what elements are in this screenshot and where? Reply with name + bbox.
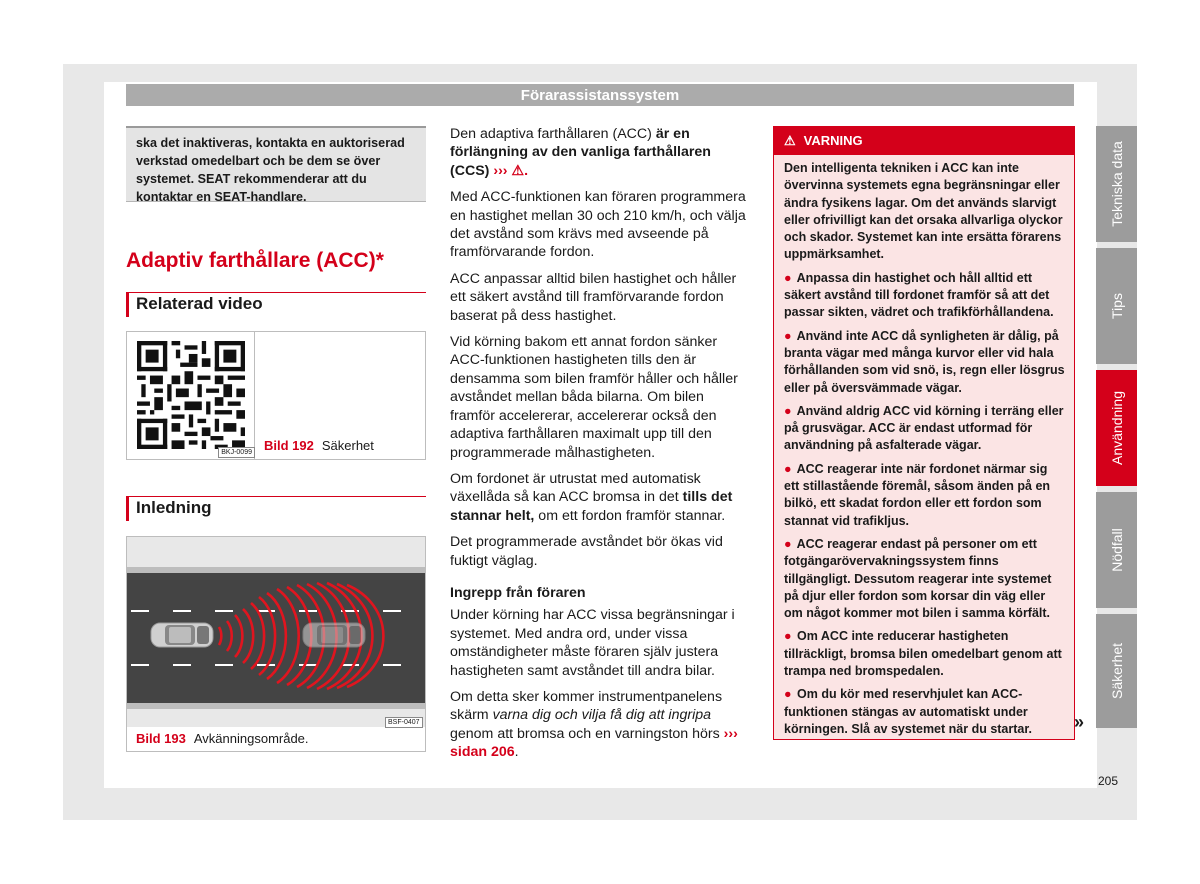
figure-caption bbox=[136, 731, 309, 746]
note-box: ska det inaktiveras, kontakta en auktoriserad verkstad omedelbart och be dem se över systemet. SEAT rekommenderar att du kontaktar en SEAT-handlare. bbox=[126, 126, 426, 202]
paragraph: Under körning har ACC vissa begränsningar i systemet. Med andra ord, under vissa omständigheter måste föraren själv justera hastigheten samt avståndet till andra bilar. bbox=[450, 607, 735, 679]
paragraph bbox=[450, 688, 750, 762]
figure-number: Bild 192 bbox=[264, 438, 314, 453]
warning-item bbox=[784, 403, 1066, 455]
text-run: om ett fordon framför stannar. bbox=[534, 507, 726, 524]
warning-item bbox=[784, 536, 1066, 622]
warning-title: VARNING bbox=[803, 133, 863, 148]
bullet-icon: ● bbox=[784, 328, 792, 343]
warning-item-text: Anpassa din hastighet och håll alltid ett säkert avstånd till fordonet framför så att det passar sikten, vädret och trafikförhållandena. bbox=[784, 270, 1054, 320]
bullet-icon: ● bbox=[784, 403, 792, 418]
warning-header bbox=[774, 127, 1074, 155]
warning-item-text: ACC reagerar endast på personer om ett fotgängarövervakningssystem finns tillgängligt. Dessutom reagerar inte systemet på djur eller fordon som korsar din väg eller om något kommer mot bilen i samma körfält. bbox=[784, 536, 1052, 621]
tab-label: Användning bbox=[1108, 391, 1125, 465]
qr-code-icon[interactable] bbox=[137, 341, 245, 449]
tab-anvandning[interactable] bbox=[1096, 370, 1137, 486]
text-run: varna dig och vilja få dig att ingripa bbox=[492, 707, 712, 724]
body-text-column bbox=[450, 125, 750, 770]
warning-item bbox=[784, 628, 1066, 680]
tab-label: Tips bbox=[1108, 293, 1125, 319]
figure-number: Bild 193 bbox=[136, 731, 186, 746]
tab-tips[interactable] bbox=[1096, 248, 1137, 364]
chapter-header: Förarassistanssystem bbox=[126, 84, 1074, 106]
paragraph: Med ACC-funktionen kan föraren programmera en hastighet mellan 30 och 210 km/h, och välja det avstånd som krävs med avseende på framförvarande fordon. bbox=[450, 189, 746, 261]
own-car bbox=[151, 623, 213, 647]
warning-item-text: Om ACC inte reducerar hastigheten tillräckligt, bromsa bilen omedelbart genom att trampa ned bromspedalen. bbox=[784, 629, 1062, 679]
warning-item bbox=[784, 461, 1066, 530]
figure-caption-text: Avkänningsområde. bbox=[193, 731, 309, 746]
qr-panel bbox=[127, 332, 255, 459]
text-run: Om fordonet är utrustat med automatisk växellåda så kan ACC bromsa in det bbox=[450, 470, 701, 506]
page-number: 205 bbox=[1098, 774, 1119, 788]
tab-sakerhet[interactable] bbox=[1096, 614, 1137, 728]
bullet-icon: ● bbox=[784, 536, 792, 551]
text-run: är en förlängning av den vanliga farthållaren (CCS) bbox=[450, 126, 711, 179]
warning-intro: Den intelligenta tekniken i ACC kan inte övervinna systemets egna begränsningar eller ändra fysikens lagar. Om det används slarvigt eller ofrivilligt kan det orsaka allvarliga olyckor och skador. Systemet kan inte ersätta förarens uppmärksamhet. bbox=[784, 161, 1063, 262]
warning-item-text: Om du kör med reservhjulet kan ACC-funktionen stängas av automatiskt under körningen. Slå av systemet när du startar. bbox=[784, 687, 1033, 736]
bullet-icon: ● bbox=[784, 461, 792, 476]
tab-label: Säkerhet bbox=[1108, 642, 1125, 700]
video-figure bbox=[126, 331, 426, 460]
warning-item-text: Använd inte ACC då synligheten är dålig, på branta vägar med många kurvor eller vid hala förhållanden som vid snö, is, regn eller lösgrus eller på översvämmade vägar. bbox=[784, 328, 1065, 395]
paragraph: Det programmerade avståndet bör ökas vid fuktigt väglag. bbox=[450, 534, 723, 569]
warning-item bbox=[784, 686, 1066, 738]
tab-nodfall[interactable] bbox=[1096, 492, 1137, 608]
warning-box bbox=[773, 126, 1075, 740]
tab-label: Nödfall bbox=[1108, 528, 1125, 572]
warning-triangle-icon: ⚠ bbox=[784, 133, 796, 148]
video-heading: Relaterad video bbox=[136, 294, 263, 313]
bullet-icon: ● bbox=[784, 629, 792, 644]
acc-detection-illustration bbox=[127, 537, 425, 727]
paragraph: ACC anpassar alltid bilen hastighet och håller ett säkert avstånd till framförvarande fordon baserat på dess hastighet. bbox=[450, 270, 737, 324]
warning-item-text: ACC reagerar inte när fordonet närmar sig ett stillastående föremål, såsom änden på en bilkö, ett skadat fordon eller ett fordon som stannat vid trafikljus. bbox=[784, 461, 1051, 528]
intro-heading-bar bbox=[126, 497, 429, 521]
bullet-icon: ● bbox=[784, 270, 792, 285]
paragraph: Vid körning bakom ett annat fordon sänker ACC-funktionen hastigheten tills den är densamma som bilen framför håller och håller avståndet mellan båda bilarna. Om bilen framför accelererar, accelererar också den adaptiva farthållaren maximalt upp till den programmerade målhastigheten. bbox=[450, 334, 738, 461]
warning-item bbox=[784, 270, 1066, 322]
warning-item bbox=[784, 328, 1066, 397]
figure-code: BKJ-0099 bbox=[218, 447, 255, 458]
figure-caption-text: Säkerhet bbox=[321, 438, 374, 453]
tab-label: Tekniska data bbox=[1108, 141, 1125, 227]
figure-code: BSF-0407 bbox=[385, 717, 423, 728]
warning-body bbox=[774, 155, 1074, 738]
figure-caption bbox=[264, 438, 374, 453]
warning-reference-link[interactable]: ››› ⚠. bbox=[489, 162, 529, 179]
intro-heading: Inledning bbox=[136, 498, 212, 517]
continued-arrow-icon: » bbox=[1074, 712, 1085, 732]
section-title: Adaptiv farthållare (ACC)* bbox=[126, 249, 384, 272]
page-reference-link[interactable]: ››› sidan 206 bbox=[450, 725, 738, 761]
car-ahead bbox=[303, 623, 365, 647]
text-run: genom att bromsa och en varningston hörs bbox=[450, 725, 724, 742]
warning-item-text: Använd aldrig ACC vid körning i terräng eller på grusvägar. ACC är endast utformad för användning på asfalterade vägar. bbox=[784, 403, 1064, 453]
video-heading-bar bbox=[126, 293, 429, 317]
paragraph bbox=[450, 125, 750, 180]
text-run: . bbox=[514, 744, 519, 761]
bullet-icon: ● bbox=[784, 687, 792, 702]
subheading: Ingrepp från föraren bbox=[450, 584, 586, 601]
text-run: Om detta sker kommer instrumentpanelens skärm bbox=[450, 688, 723, 724]
paragraph bbox=[450, 470, 750, 525]
text-run: Den adaptiva farthållaren (ACC) bbox=[450, 126, 656, 142]
intro-figure bbox=[126, 536, 426, 752]
tab-tekniska-data[interactable] bbox=[1096, 126, 1137, 242]
text-run: tills det stannar helt, bbox=[450, 489, 733, 524]
